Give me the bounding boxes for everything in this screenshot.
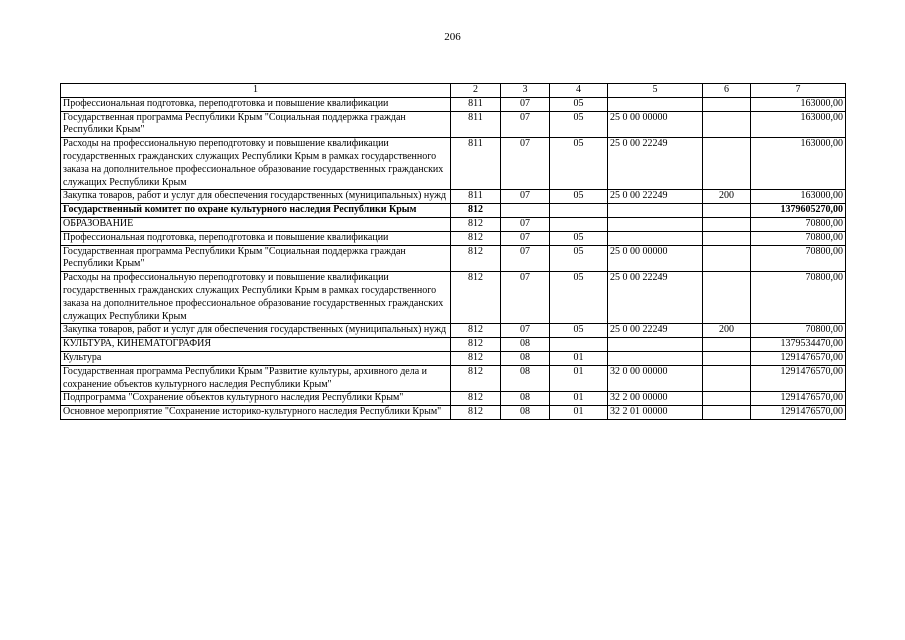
row-subsection: 05 [550,97,608,111]
row-section: 07 [501,111,550,138]
row-subsection: 01 [550,392,608,406]
column-header: 1 [61,84,451,98]
row-code: 811 [451,190,501,204]
row-name: Государственная программа Республики Крым "Социальная поддержка граждан Республики Крым" [61,245,451,272]
row-amount: 163000,00 [751,111,846,138]
row-expense-type: 200 [703,190,751,204]
row-amount: 70800,00 [751,245,846,272]
row-target-article [608,204,703,218]
table-row [61,190,846,204]
row-code: 812 [451,217,501,231]
row-code: 812 [451,272,501,324]
row-code: 812 [451,392,501,406]
row-name: Профессиональная подготовка, переподготовка и повышение квалификации [61,231,451,245]
row-subsection: 01 [550,406,608,420]
row-target-article: 25 0 00 22249 [608,138,703,190]
row-section: 07 [501,190,550,204]
row-name: Профессиональная подготовка, переподготовка и повышение квалификации [61,97,451,111]
row-name: Основное мероприятие "Сохранение историко-культурного наследия Республики Крым" [61,406,451,420]
table-row [61,138,846,190]
row-name: Расходы на профессиональную переподготовку и повышение квалификации государственных гражданских служащих Республики Крым в рамках государственного заказа на дополнительное профессиональное образование государственных гражданских служащих Республики Крым [61,272,451,324]
column-header: 5 [608,84,703,98]
row-name: Подпрограмма "Сохранение объектов культурного наследия Республики Крым" [61,392,451,406]
row-expense-type [703,245,751,272]
row-code: 812 [451,338,501,352]
row-name: ОБРАЗОВАНИЕ [61,217,451,231]
row-subsection: 05 [550,324,608,338]
row-amount: 1291476570,00 [751,351,846,365]
row-expense-type [703,351,751,365]
row-subsection: 01 [550,351,608,365]
row-amount: 163000,00 [751,97,846,111]
row-code: 812 [451,351,501,365]
row-name: Государственная программа Республики Крым "Развитие культуры, архивного дела и сохранение объектов культурного наследия Республики Крым" [61,365,451,392]
table-header-row [61,84,846,98]
row-target-article [608,217,703,231]
row-amount: 70800,00 [751,324,846,338]
table-row [61,365,846,392]
column-header: 2 [451,84,501,98]
row-expense-type [703,338,751,352]
row-expense-type [703,217,751,231]
row-subsection: 05 [550,138,608,190]
budget-table [60,83,846,420]
table-row [61,245,846,272]
row-section: 07 [501,324,550,338]
row-expense-type [703,111,751,138]
row-expense-type [703,406,751,420]
row-amount: 1379605270,00 [751,204,846,218]
column-header: 7 [751,84,846,98]
column-header: 3 [501,84,550,98]
row-expense-type: 200 [703,324,751,338]
row-target-article: 25 0 00 00000 [608,111,703,138]
row-section: 07 [501,138,550,190]
table-body [61,84,846,420]
row-section: 08 [501,392,550,406]
table-row [61,406,846,420]
row-amount: 1291476570,00 [751,365,846,392]
row-subsection: 01 [550,365,608,392]
table-row [61,324,846,338]
row-section: 08 [501,406,550,420]
row-subsection [550,217,608,231]
row-section: 07 [501,217,550,231]
row-expense-type [703,204,751,218]
row-section: 08 [501,338,550,352]
row-target-article [608,351,703,365]
row-expense-type [703,272,751,324]
row-target-article: 25 0 00 00000 [608,245,703,272]
row-code: 812 [451,204,501,218]
row-subsection [550,338,608,352]
row-subsection: 05 [550,111,608,138]
table-row [61,338,846,352]
row-name: Государственная программа Республики Крым "Социальная поддержка граждан Республики Крым" [61,111,451,138]
row-target-article [608,338,703,352]
row-code: 812 [451,245,501,272]
row-section: 08 [501,365,550,392]
row-name: Расходы на профессиональную переподготовку и повышение квалификации государственных гражданских служащих Республики Крым в рамках государственного заказа на дополнительное профессиональное образование государственных гражданских служащих Республики Крым [61,138,451,190]
page-number: 206 [444,31,461,43]
row-subsection: 05 [550,190,608,204]
row-target-article: 25 0 00 22249 [608,324,703,338]
row-section: 07 [501,272,550,324]
row-name: Культура [61,351,451,365]
row-name: Государственный комитет по охране культурного наследия Республики Крым [61,204,451,218]
table-row [61,272,846,324]
row-expense-type [703,392,751,406]
row-code: 812 [451,231,501,245]
row-expense-type [703,138,751,190]
row-amount: 70800,00 [751,231,846,245]
row-code: 812 [451,324,501,338]
row-amount: 163000,00 [751,190,846,204]
row-section: 07 [501,245,550,272]
row-section: 07 [501,97,550,111]
row-name: Закупка товаров, работ и услуг для обеспечения государственных (муниципальных) нужд [61,324,451,338]
row-target-article [608,97,703,111]
row-section: 07 [501,231,550,245]
table-row [61,97,846,111]
row-code: 811 [451,138,501,190]
row-subsection [550,204,608,218]
row-amount: 70800,00 [751,217,846,231]
row-amount: 1291476570,00 [751,406,846,420]
row-amount: 1291476570,00 [751,392,846,406]
row-section: 08 [501,351,550,365]
row-name: КУЛЬТУРА, КИНЕМАТОГРАФИЯ [61,338,451,352]
column-header: 4 [550,84,608,98]
row-subsection: 05 [550,231,608,245]
row-target-article: 32 2 00 00000 [608,392,703,406]
row-amount: 163000,00 [751,138,846,190]
row-target-article [608,231,703,245]
row-target-article: 25 0 00 22249 [608,190,703,204]
row-target-article: 25 0 00 22249 [608,272,703,324]
table-row [61,231,846,245]
table-row [61,204,846,218]
row-code: 811 [451,97,501,111]
table-row [61,351,846,365]
table-row [61,392,846,406]
row-amount: 1379534470,00 [751,338,846,352]
row-target-article: 32 0 00 00000 [608,365,703,392]
table-row [61,217,846,231]
row-section [501,204,550,218]
row-expense-type [703,365,751,392]
column-header: 6 [703,84,751,98]
row-code: 811 [451,111,501,138]
row-expense-type [703,231,751,245]
row-name: Закупка товаров, работ и услуг для обеспечения государственных (муниципальных) нужд [61,190,451,204]
row-amount: 70800,00 [751,272,846,324]
row-code: 812 [451,406,501,420]
row-subsection: 05 [550,272,608,324]
table-row [61,111,846,138]
row-target-article: 32 2 01 00000 [608,406,703,420]
row-subsection: 05 [550,245,608,272]
row-code: 812 [451,365,501,392]
row-expense-type [703,97,751,111]
